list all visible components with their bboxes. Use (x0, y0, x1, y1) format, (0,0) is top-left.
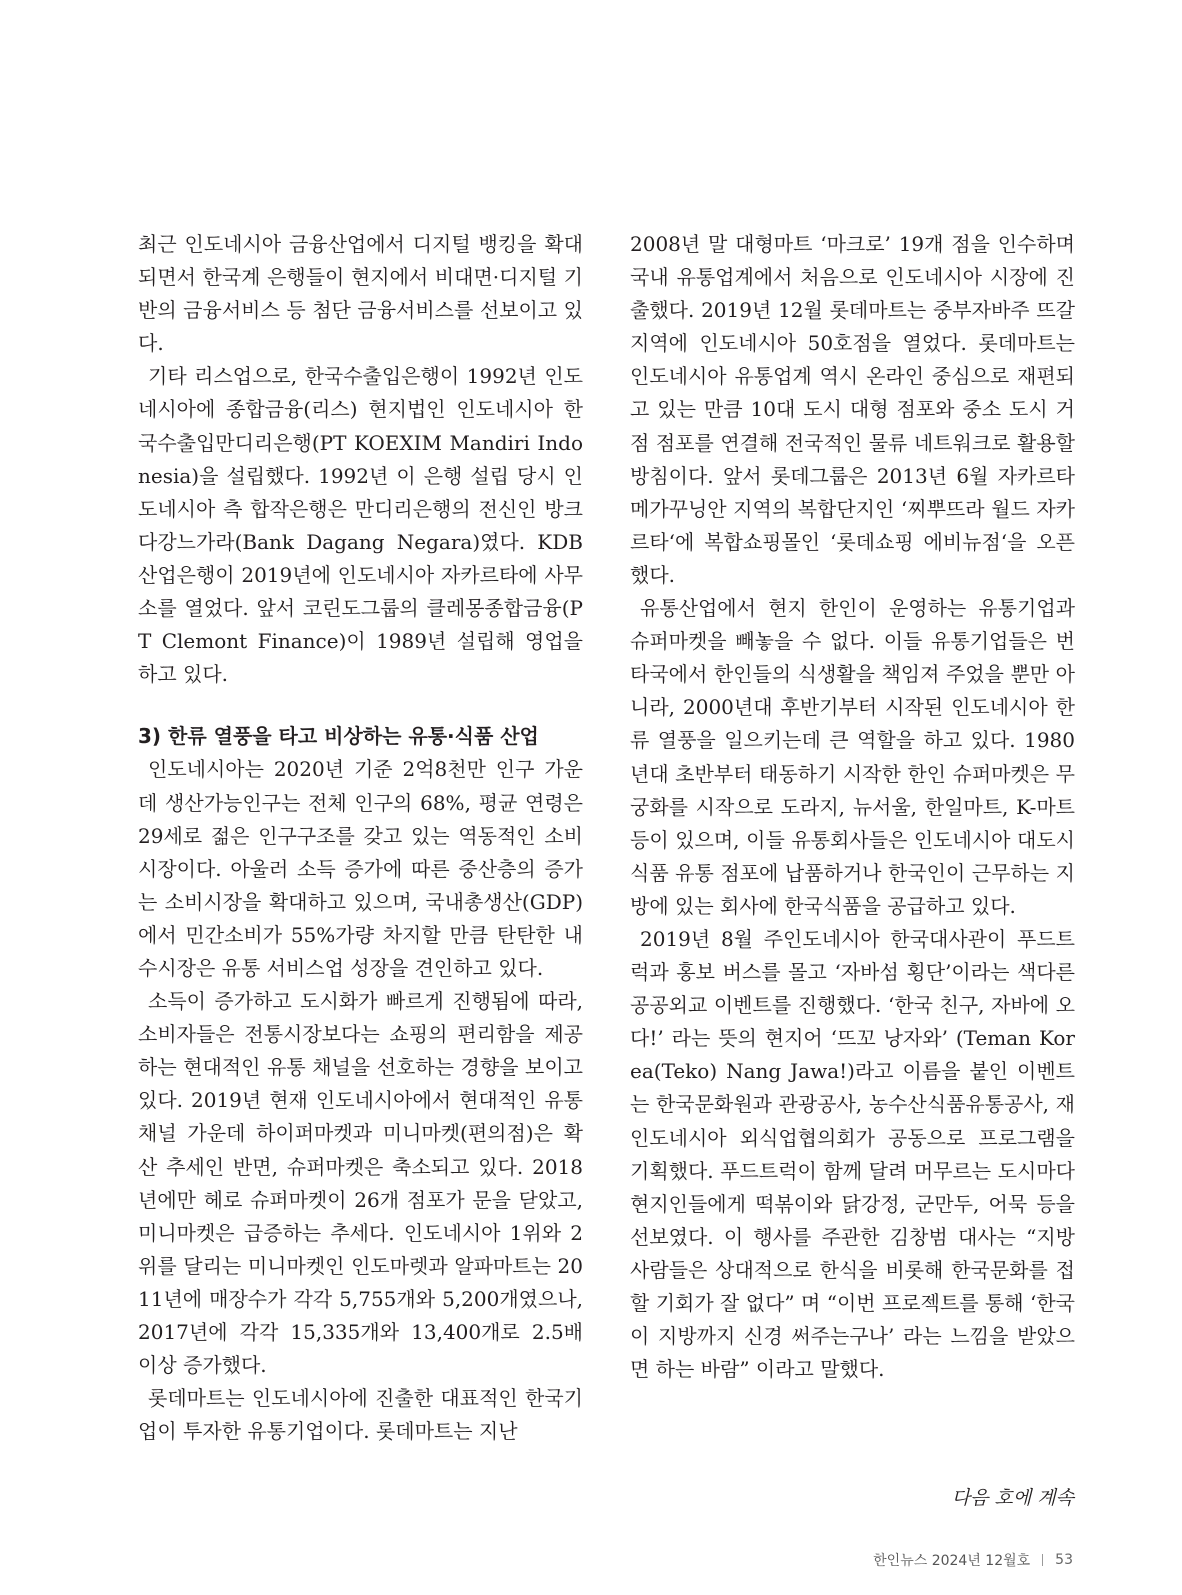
article-paragraph: 소득이 증가하고 도시화가 빠르게 진행됨에 따라, 소비자들은 전통시장보다는 쇼핑의 편리함을 제공하는 현대적인 유통 채널을 선호하는 경향을 보이고 있다. 2019년 현재 인도네시아에서 현대적인 유통 채널 가운데 하이퍼마켓과 미니마켓(편의점)은 확산 추세인 반면, 슈퍼마켓은 축소되고 있다. 2018년에만 헤로 슈퍼마켓이 26개 점포가 문을 닫았고, 미니마켓은 급증하는 추세다. 인도네시아 1위와 2위를 달리는 미니마켓인 인도마렛과 알파마트는 2011년에 매장수가 각각 5,755개와 5,200개였으나, 2017년에 각각 15,335개와 13,400개로 2.5배 이상 증가했다. (138, 989, 583, 1378)
page-number: 53 (1055, 1552, 1073, 1568)
article-paragraph: 기타 리스업으로, 한국수출입은행이 1992년 인도네시아에 종합금융(리스) 현지법인 인도네시아 한국수출입만디리은행(PT KOEXIM Mandiri Indonesia)을 설립했다. 1992년 이 은행 설립 당시 인도네시아 측 합작은행은 만디리은행의 전신인 방크다강느가라(Bank Dagang Negara)였다. KDB산업은행이 2019년에 인도네시아 자카르타에 사무소를 열었다. 앞서 코린도그룹의 클레몽종합금융(PT Clemont Finance)이 1989년 설립해 영업을 하고 있다. (138, 364, 583, 687)
continued-note: 다음 호에 계속 (951, 1487, 1074, 1509)
article-paragraph: 롯데마트는 인도네시아에 진출한 대표적인 한국기업이 투자한 유통기업이다. 롯데마트는 지난 (138, 1386, 583, 1444)
article-paragraph: 유통산업에서 현지 한인이 운영하는 유통기업과 슈퍼마켓을 빼놓을 수 없다. 이들 유통기업들은 번 타국에서 한인들의 식생활을 책임져 주었을 뿐만 아니라, 2000년대 후반기부터 시작된 인도네시아 한류 열풍을 일으키는데 큰 역할을 하고 있다. 1980년대 초반부터 태동하기 시작한 한인 슈퍼마켓은 무궁화를 시작으로 도라지, 뉴서울, 한일마트, K-마트 등이 있으며, 이들 유통회사들은 인도네시아 대도시 식품 유통 점포에 납품하거나 한국인이 근무하는 지방에 있는 회사에 한국식품을 공급하고 있다. (630, 596, 1075, 918)
article-paragraph: 2019년 8월 주인도네시아 한국대사관이 푸드트럭과 홍보 버스를 몰고 ‘자바섬 횡단’이라는 색다른 공공외교 이벤트를 진행했다. ‘한국 친구, 자바에 오다!’ 라는 뜻의 현지어 ‘뜨꼬 낭자와’ (Teman Korea(Teko) Nang Jawa!)라고 이름을 붙인 이벤트는 한국문화원과 관광공사, 농수산식품유통공사, 재인도네시아 외식업협의회가 공동으로 프로그램을 기획했다. 푸드트럭이 함께 달려 머무르는 도시마다 현지인들에게 떡볶이와 닭강정, 군만두, 어묵 등을 선보였다. 이 행사를 주관한 김창범 대사는 “지방 사람들은 상대적으로 한식을 비롯해 한국문화를 접할 기회가 잘 없다” 며 “이번 프로젝트를 통해 ‘한국이 지방까지 신경 써주는구나’ 라는 느낌을 받았으면 하는 바람” 이라고 말했다. (630, 926, 1075, 1382)
footer-divider (1042, 1554, 1043, 1566)
publication-name: 한인뉴스 2024년 12월호 (873, 1553, 1031, 1569)
article-paragraph: 인도네시아는 2020년 기준 2억8천만 인구 가운데 생산가능인구는 전체 인구의 68%, 평균 연령은 29세로 젊은 인구구조를 갖고 있는 역동적인 소비시장이다. 아울러 소득 증가에 따른 중산층의 증가는 소비시장을 확대하고 있으며, 국내총생산(GDP)에서 민간소비가 55%가량 차지할 만큼 탄탄한 내수시장은 유통 서비스업 성장을 견인하고 있다. (138, 757, 583, 980)
section-heading: 3) 한류 열풍을 타고 비상하는 유통·식품 산업 (138, 724, 539, 749)
page-footer (873, 1550, 1073, 1570)
right-column (630, 228, 1075, 1386)
left-column (138, 228, 583, 1448)
article-paragraph: 최근 인도네시아 금융산업에서 디지털 뱅킹을 확대되면서 한국계 은행들이 현지에서 비대면·디지털 기반의 금융서비스 등 첨단 금융서비스를 선보이고 있다. (138, 232, 583, 356)
article-paragraph: 2008년 말 대형마트 ‘마크로’ 19개 점을 인수하며 국내 유통업계에서 처음으로 인도네시아 시장에 진출했다. 2019년 12월 롯데마트는 중부자바주 뜨갈 지역에 인도네시아 50호점을 열었다. 롯데마트는 인도네시아 유통업계 역시 온라인 중심으로 재편되고 있는 만큼 10대 도시 대형 점포와 중소 도시 거점 점포를 연결해 전국적인 물류 네트워크로 활용할 방침이다. 앞서 롯데그룹은 2013년 6월 자카르타 메가꾸닝안 지역의 복합단지인 ‘찌뿌뜨라 월드 자카르타‘에 복합쇼핑몰인 ‘롯데쇼핑 에비뉴점‘을 오픈했다. (630, 232, 1075, 587)
